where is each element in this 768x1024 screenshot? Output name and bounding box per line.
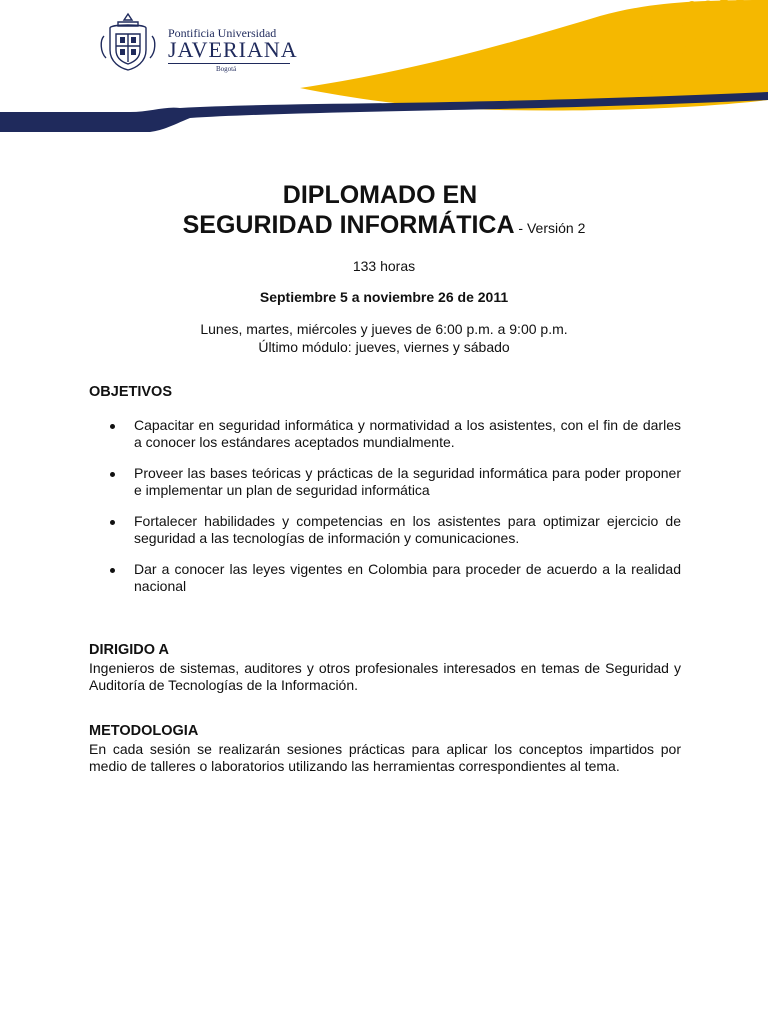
title-version: - Versión 2	[514, 220, 586, 236]
university-crest-icon	[96, 10, 160, 74]
objetivo-text: Fortalecer habilidades y competencias en los asistentes para optimizar ejercicio de seguridad a las tecnologías de información y comunicaciones.	[134, 513, 681, 546]
logo-divider	[168, 63, 290, 64]
course-hours: 133 horas	[352, 258, 416, 274]
bullet-icon	[110, 424, 115, 429]
course-schedule	[0, 320, 768, 356]
bullet-icon	[110, 520, 115, 525]
objetivo-text: Capacitar en seguridad informática y normatividad a los asistentes, con el fin de darles a conocer los estándares aceptados mundialmente.	[134, 417, 681, 450]
logo-line-2: JAVERIANA	[168, 37, 298, 62]
objetivo-text: Dar a conocer las leyes vigentes en Colombia para proceder de acuerdo a la realidad nacional	[134, 561, 681, 594]
list-item	[89, 513, 681, 547]
objetivo-text: Proveer las bases teóricas y prácticas de la seguridad informática para poder proponer e implementar un plan de seguridad informática	[134, 465, 681, 498]
logo-line-1: Pontificia Universidad	[168, 26, 277, 40]
objetivos-list	[89, 417, 681, 609]
schedule-line-1: Lunes, martes, miércoles y jueves de 6:00 p.m. a 9:00 p.m.	[200, 321, 568, 337]
schedule-line-2: Último módulo: jueves, viernes y sábado	[258, 339, 510, 355]
title-line-1: DIPLOMADO EN	[282, 181, 478, 209]
title-line-2	[0, 210, 768, 243]
dirigido-text: Ingenieros de sistemas, auditores y otros profesionales interesados en temas de Seguridad y Auditoría de Tecnologías de la Información.	[89, 660, 681, 693]
bullet-icon	[110, 568, 115, 573]
dirigido-heading: DIRIGIDO A	[89, 642, 170, 658]
course-dates: Septiembre 5 a noviembre 26 de 2011	[259, 289, 509, 305]
metodologia-heading: METODOLOGIA	[89, 723, 199, 739]
list-item	[89, 561, 681, 595]
logo-line-3: Bogotá	[216, 65, 237, 73]
bullet-icon	[110, 472, 115, 477]
metodologia-text: En cada sesión se realizarán sesiones prácticas para aplicar los conceptos impartidos por medio de talleres o laboratorios utilizando las herramientas correspondientes al tema.	[89, 741, 681, 774]
list-item	[89, 417, 681, 451]
university-logo	[96, 10, 296, 74]
list-item	[89, 465, 681, 499]
title-line-2-text: SEGURIDAD INFORMÁTICA	[182, 211, 515, 239]
objetivos-heading: OBJETIVOS	[89, 384, 172, 400]
document-title	[0, 180, 768, 243]
